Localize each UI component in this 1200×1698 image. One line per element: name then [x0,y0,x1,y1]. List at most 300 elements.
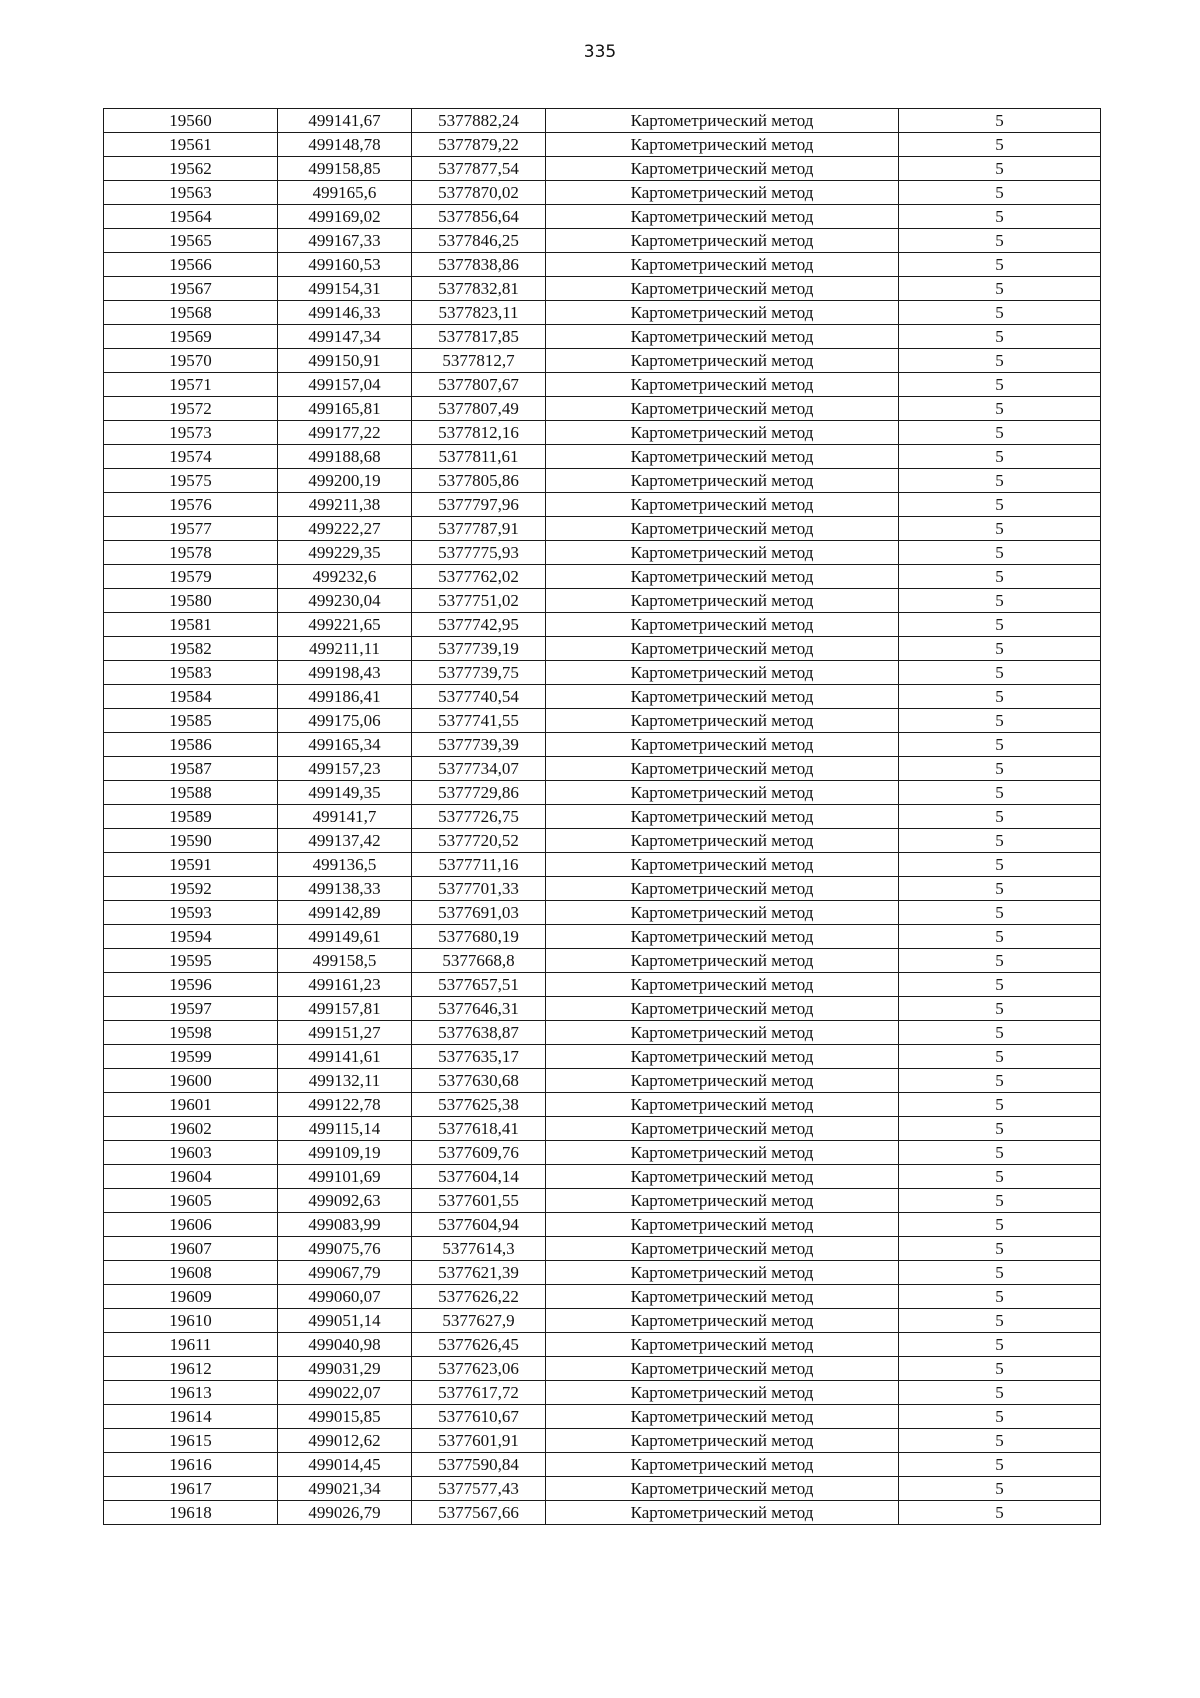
y-coordinate-cell: 5377812,16 [412,421,546,445]
point-number-cell: 19611 [104,1333,278,1357]
point-number-cell: 19614 [104,1405,278,1429]
accuracy-cell: 5 [899,1117,1101,1141]
accuracy-cell: 5 [899,949,1101,973]
point-number-cell: 19570 [104,349,278,373]
x-coordinate-cell: 499211,38 [278,493,412,517]
y-coordinate-cell: 5377567,66 [412,1501,546,1525]
point-number-cell: 19580 [104,589,278,613]
point-number-cell: 19591 [104,853,278,877]
x-coordinate-cell: 499122,78 [278,1093,412,1117]
point-number-cell: 19606 [104,1213,278,1237]
method-cell: Картометрический метод [546,325,899,349]
point-number-cell: 19575 [104,469,278,493]
y-coordinate-cell: 5377711,16 [412,853,546,877]
table-row [104,1333,1101,1357]
x-coordinate-cell: 499060,07 [278,1285,412,1309]
x-coordinate-cell: 499229,35 [278,541,412,565]
x-coordinate-cell: 499115,14 [278,1117,412,1141]
x-coordinate-cell: 499232,6 [278,565,412,589]
accuracy-cell: 5 [899,997,1101,1021]
point-number-cell: 19569 [104,325,278,349]
method-cell: Картометрический метод [546,229,899,253]
y-coordinate-cell: 5377691,03 [412,901,546,925]
table-row [104,469,1101,493]
x-coordinate-cell: 499015,85 [278,1405,412,1429]
y-coordinate-cell: 5377617,72 [412,1381,546,1405]
table-row [104,925,1101,949]
accuracy-cell: 5 [899,1213,1101,1237]
table-row [104,277,1101,301]
y-coordinate-cell: 5377751,02 [412,589,546,613]
point-number-cell: 19598 [104,1021,278,1045]
point-number-cell: 19589 [104,805,278,829]
accuracy-cell: 5 [899,325,1101,349]
x-coordinate-cell: 499151,27 [278,1021,412,1045]
table-row [104,613,1101,637]
point-number-cell: 19602 [104,1117,278,1141]
point-number-cell: 19608 [104,1261,278,1285]
method-cell: Картометрический метод [546,1069,899,1093]
table-row [104,373,1101,397]
point-number-cell: 19592 [104,877,278,901]
x-coordinate-cell: 499031,29 [278,1357,412,1381]
method-cell: Картометрический метод [546,1237,899,1261]
accuracy-cell: 5 [899,181,1101,205]
y-coordinate-cell: 5377614,3 [412,1237,546,1261]
y-coordinate-cell: 5377741,55 [412,709,546,733]
point-number-cell: 19609 [104,1285,278,1309]
method-cell: Картометрический метод [546,157,899,181]
method-cell: Картометрический метод [546,877,899,901]
accuracy-cell: 5 [899,1165,1101,1189]
y-coordinate-cell: 5377882,24 [412,109,546,133]
x-coordinate-cell: 499157,04 [278,373,412,397]
method-cell: Картометрический метод [546,1141,899,1165]
y-coordinate-cell: 5377609,76 [412,1141,546,1165]
method-cell: Картометрический метод [546,613,899,637]
y-coordinate-cell: 5377877,54 [412,157,546,181]
y-coordinate-cell: 5377635,17 [412,1045,546,1069]
point-number-cell: 19565 [104,229,278,253]
table-row [104,901,1101,925]
point-number-cell: 19605 [104,1189,278,1213]
point-number-cell: 19604 [104,1165,278,1189]
x-coordinate-cell: 499141,7 [278,805,412,829]
x-coordinate-cell: 499158,5 [278,949,412,973]
point-number-cell: 19593 [104,901,278,925]
method-cell: Картометрический метод [546,301,899,325]
accuracy-cell: 5 [899,661,1101,685]
accuracy-cell: 5 [899,829,1101,853]
y-coordinate-cell: 5377618,41 [412,1117,546,1141]
point-number-cell: 19561 [104,133,278,157]
table-row [104,445,1101,469]
table-row [104,1141,1101,1165]
method-cell: Картометрический метод [546,1189,899,1213]
method-cell: Картометрический метод [546,565,899,589]
table-row [104,877,1101,901]
method-cell: Картометрический метод [546,829,899,853]
table-row [104,229,1101,253]
accuracy-cell: 5 [899,733,1101,757]
point-number-cell: 19600 [104,1069,278,1093]
x-coordinate-cell: 499161,23 [278,973,412,997]
method-cell: Картометрический метод [546,373,899,397]
x-coordinate-cell: 499165,6 [278,181,412,205]
point-number-cell: 19583 [104,661,278,685]
point-number-cell: 19564 [104,205,278,229]
accuracy-cell: 5 [899,973,1101,997]
point-number-cell: 19615 [104,1429,278,1453]
table-row [104,1093,1101,1117]
accuracy-cell: 5 [899,1261,1101,1285]
x-coordinate-cell: 499147,34 [278,325,412,349]
page-number: 335 [583,42,617,62]
y-coordinate-cell: 5377856,64 [412,205,546,229]
table-row [104,1453,1101,1477]
y-coordinate-cell: 5377720,52 [412,829,546,853]
x-coordinate-cell: 499101,69 [278,1165,412,1189]
method-cell: Картометрический метод [546,1333,899,1357]
y-coordinate-cell: 5377601,91 [412,1429,546,1453]
y-coordinate-cell: 5377726,75 [412,805,546,829]
point-number-cell: 19577 [104,517,278,541]
y-coordinate-cell: 5377657,51 [412,973,546,997]
x-coordinate-cell: 499154,31 [278,277,412,301]
y-coordinate-cell: 5377740,54 [412,685,546,709]
point-number-cell: 19599 [104,1045,278,1069]
x-coordinate-cell: 499109,19 [278,1141,412,1165]
accuracy-cell: 5 [899,469,1101,493]
x-coordinate-cell: 499222,27 [278,517,412,541]
method-cell: Картометрический метод [546,1213,899,1237]
y-coordinate-cell: 5377807,49 [412,397,546,421]
table-row [104,1405,1101,1429]
accuracy-cell: 5 [899,1477,1101,1501]
method-cell: Картометрический метод [546,1501,899,1525]
table-row [104,301,1101,325]
point-number-cell: 19573 [104,421,278,445]
accuracy-cell: 5 [899,1501,1101,1525]
y-coordinate-cell: 5377626,45 [412,1333,546,1357]
y-coordinate-cell: 5377838,86 [412,253,546,277]
x-coordinate-cell: 499177,22 [278,421,412,445]
x-coordinate-cell: 499198,43 [278,661,412,685]
method-cell: Картометрический метод [546,1045,899,1069]
y-coordinate-cell: 5377646,31 [412,997,546,1021]
table-row [104,1477,1101,1501]
accuracy-cell: 5 [899,445,1101,469]
accuracy-cell: 5 [899,637,1101,661]
table-row [104,133,1101,157]
accuracy-cell: 5 [899,853,1101,877]
table-row [104,1213,1101,1237]
point-number-cell: 19597 [104,997,278,1021]
point-number-cell: 19572 [104,397,278,421]
y-coordinate-cell: 5377729,86 [412,781,546,805]
table-row [104,829,1101,853]
point-number-cell: 19576 [104,493,278,517]
table-row [104,253,1101,277]
table-body [104,109,1101,1525]
y-coordinate-cell: 5377626,22 [412,1285,546,1309]
table-row [104,541,1101,565]
x-coordinate-cell: 499148,78 [278,133,412,157]
table-row [104,205,1101,229]
accuracy-cell: 5 [899,1453,1101,1477]
accuracy-cell: 5 [899,1093,1101,1117]
y-coordinate-cell: 5377775,93 [412,541,546,565]
table-row [104,1069,1101,1093]
table-row [104,997,1101,1021]
y-coordinate-cell: 5377739,19 [412,637,546,661]
accuracy-cell: 5 [899,1405,1101,1429]
point-number-cell: 19616 [104,1453,278,1477]
accuracy-cell: 5 [899,1333,1101,1357]
method-cell: Картометрический метод [546,1117,899,1141]
point-number-cell: 19586 [104,733,278,757]
accuracy-cell: 5 [899,253,1101,277]
table-row [104,109,1101,133]
y-coordinate-cell: 5377623,06 [412,1357,546,1381]
table-row [104,1189,1101,1213]
point-number-cell: 19603 [104,1141,278,1165]
method-cell: Картометрический метод [546,1021,899,1045]
table-row [104,1285,1101,1309]
accuracy-cell: 5 [899,1381,1101,1405]
point-number-cell: 19607 [104,1237,278,1261]
table-row [104,421,1101,445]
y-coordinate-cell: 5377610,67 [412,1405,546,1429]
point-number-cell: 19590 [104,829,278,853]
y-coordinate-cell: 5377742,95 [412,613,546,637]
accuracy-cell: 5 [899,229,1101,253]
y-coordinate-cell: 5377604,14 [412,1165,546,1189]
method-cell: Картометрический метод [546,1093,899,1117]
point-number-cell: 19566 [104,253,278,277]
y-coordinate-cell: 5377627,9 [412,1309,546,1333]
y-coordinate-cell: 5377638,87 [412,1021,546,1045]
method-cell: Картометрический метод [546,1261,899,1285]
accuracy-cell: 5 [899,1309,1101,1333]
table-row [104,1045,1101,1069]
y-coordinate-cell: 5377590,84 [412,1453,546,1477]
accuracy-cell: 5 [899,421,1101,445]
y-coordinate-cell: 5377846,25 [412,229,546,253]
method-cell: Картометрический метод [546,1285,899,1309]
accuracy-cell: 5 [899,565,1101,589]
coordinates-table [103,108,1101,1525]
accuracy-cell: 5 [899,1357,1101,1381]
point-number-cell: 19582 [104,637,278,661]
accuracy-cell: 5 [899,1429,1101,1453]
accuracy-cell: 5 [899,805,1101,829]
point-number-cell: 19613 [104,1381,278,1405]
accuracy-cell: 5 [899,493,1101,517]
table-row [104,349,1101,373]
table-row [104,805,1101,829]
y-coordinate-cell: 5377739,75 [412,661,546,685]
accuracy-cell: 5 [899,877,1101,901]
x-coordinate-cell: 499165,34 [278,733,412,757]
table-row [104,1501,1101,1525]
method-cell: Картометрический метод [546,181,899,205]
method-cell: Картометрический метод [546,781,899,805]
x-coordinate-cell: 499186,41 [278,685,412,709]
accuracy-cell: 5 [899,925,1101,949]
table-row [104,661,1101,685]
method-cell: Картометрический метод [546,901,899,925]
accuracy-cell: 5 [899,709,1101,733]
method-cell: Картометрический метод [546,1405,899,1429]
y-coordinate-cell: 5377601,55 [412,1189,546,1213]
x-coordinate-cell: 499051,14 [278,1309,412,1333]
point-number-cell: 19594 [104,925,278,949]
x-coordinate-cell: 499138,33 [278,877,412,901]
x-coordinate-cell: 499083,99 [278,1213,412,1237]
method-cell: Картометрический метод [546,1477,899,1501]
point-number-cell: 19579 [104,565,278,589]
point-number-cell: 19560 [104,109,278,133]
table-row [104,1117,1101,1141]
method-cell: Картометрический метод [546,1429,899,1453]
y-coordinate-cell: 5377787,91 [412,517,546,541]
accuracy-cell: 5 [899,541,1101,565]
method-cell: Картометрический метод [546,277,899,301]
method-cell: Картометрический метод [546,589,899,613]
point-number-cell: 19581 [104,613,278,637]
accuracy-cell: 5 [899,301,1101,325]
x-coordinate-cell: 499137,42 [278,829,412,853]
method-cell: Картометрический метод [546,805,899,829]
accuracy-cell: 5 [899,901,1101,925]
y-coordinate-cell: 5377812,7 [412,349,546,373]
point-number-cell: 19618 [104,1501,278,1525]
point-number-cell: 19596 [104,973,278,997]
x-coordinate-cell: 499230,04 [278,589,412,613]
method-cell: Картометрический метод [546,517,899,541]
accuracy-cell: 5 [899,1237,1101,1261]
method-cell: Картометрический метод [546,949,899,973]
table-row [104,853,1101,877]
accuracy-cell: 5 [899,781,1101,805]
method-cell: Картометрический метод [546,493,899,517]
accuracy-cell: 5 [899,1141,1101,1165]
table-row [104,1429,1101,1453]
method-cell: Картометрический метод [546,133,899,157]
x-coordinate-cell: 499150,91 [278,349,412,373]
point-number-cell: 19585 [104,709,278,733]
method-cell: Картометрический метод [546,685,899,709]
y-coordinate-cell: 5377701,33 [412,877,546,901]
table-row [104,181,1101,205]
y-coordinate-cell: 5377739,39 [412,733,546,757]
table-row [104,1261,1101,1285]
y-coordinate-cell: 5377604,94 [412,1213,546,1237]
point-number-cell: 19567 [104,277,278,301]
x-coordinate-cell: 499165,81 [278,397,412,421]
y-coordinate-cell: 5377577,43 [412,1477,546,1501]
y-coordinate-cell: 5377807,67 [412,373,546,397]
table-row [104,1021,1101,1045]
method-cell: Картометрический метод [546,1381,899,1405]
table-row [104,325,1101,349]
method-cell: Картометрический метод [546,469,899,493]
y-coordinate-cell: 5377797,96 [412,493,546,517]
y-coordinate-cell: 5377734,07 [412,757,546,781]
method-cell: Картометрический метод [546,709,899,733]
method-cell: Картометрический метод [546,853,899,877]
x-coordinate-cell: 499141,61 [278,1045,412,1069]
x-coordinate-cell: 499169,02 [278,205,412,229]
table-row [104,589,1101,613]
table-row [104,973,1101,997]
x-coordinate-cell: 499142,89 [278,901,412,925]
x-coordinate-cell: 499160,53 [278,253,412,277]
method-cell: Картометрический метод [546,925,899,949]
y-coordinate-cell: 5377668,8 [412,949,546,973]
table-row [104,1357,1101,1381]
point-number-cell: 19610 [104,1309,278,1333]
method-cell: Картометрический метод [546,973,899,997]
y-coordinate-cell: 5377630,68 [412,1069,546,1093]
table-row [104,685,1101,709]
accuracy-cell: 5 [899,157,1101,181]
x-coordinate-cell: 499141,67 [278,109,412,133]
point-number-cell: 19562 [104,157,278,181]
method-cell: Картометрический метод [546,1165,899,1189]
table-row [104,1309,1101,1333]
method-cell: Картометрический метод [546,541,899,565]
x-coordinate-cell: 499136,5 [278,853,412,877]
y-coordinate-cell: 5377870,02 [412,181,546,205]
point-number-cell: 19571 [104,373,278,397]
point-number-cell: 19617 [104,1477,278,1501]
y-coordinate-cell: 5377805,86 [412,469,546,493]
table-row [104,517,1101,541]
point-number-cell: 19563 [104,181,278,205]
point-number-cell: 19595 [104,949,278,973]
method-cell: Картометрический метод [546,253,899,277]
accuracy-cell: 5 [899,277,1101,301]
x-coordinate-cell: 499021,34 [278,1477,412,1501]
method-cell: Картометрический метод [546,1309,899,1333]
x-coordinate-cell: 499175,06 [278,709,412,733]
method-cell: Картометрический метод [546,421,899,445]
accuracy-cell: 5 [899,397,1101,421]
point-number-cell: 19612 [104,1357,278,1381]
method-cell: Картометрический метод [546,109,899,133]
table-row [104,709,1101,733]
table-row [104,1165,1101,1189]
x-coordinate-cell: 499188,68 [278,445,412,469]
point-number-cell: 19588 [104,781,278,805]
accuracy-cell: 5 [899,685,1101,709]
accuracy-cell: 5 [899,517,1101,541]
accuracy-cell: 5 [899,613,1101,637]
table-row [104,733,1101,757]
x-coordinate-cell: 499012,62 [278,1429,412,1453]
x-coordinate-cell: 499157,81 [278,997,412,1021]
x-coordinate-cell: 499040,98 [278,1333,412,1357]
method-cell: Картометрический метод [546,445,899,469]
accuracy-cell: 5 [899,1021,1101,1045]
y-coordinate-cell: 5377625,38 [412,1093,546,1117]
accuracy-cell: 5 [899,205,1101,229]
point-number-cell: 19587 [104,757,278,781]
x-coordinate-cell: 499200,19 [278,469,412,493]
accuracy-cell: 5 [899,349,1101,373]
